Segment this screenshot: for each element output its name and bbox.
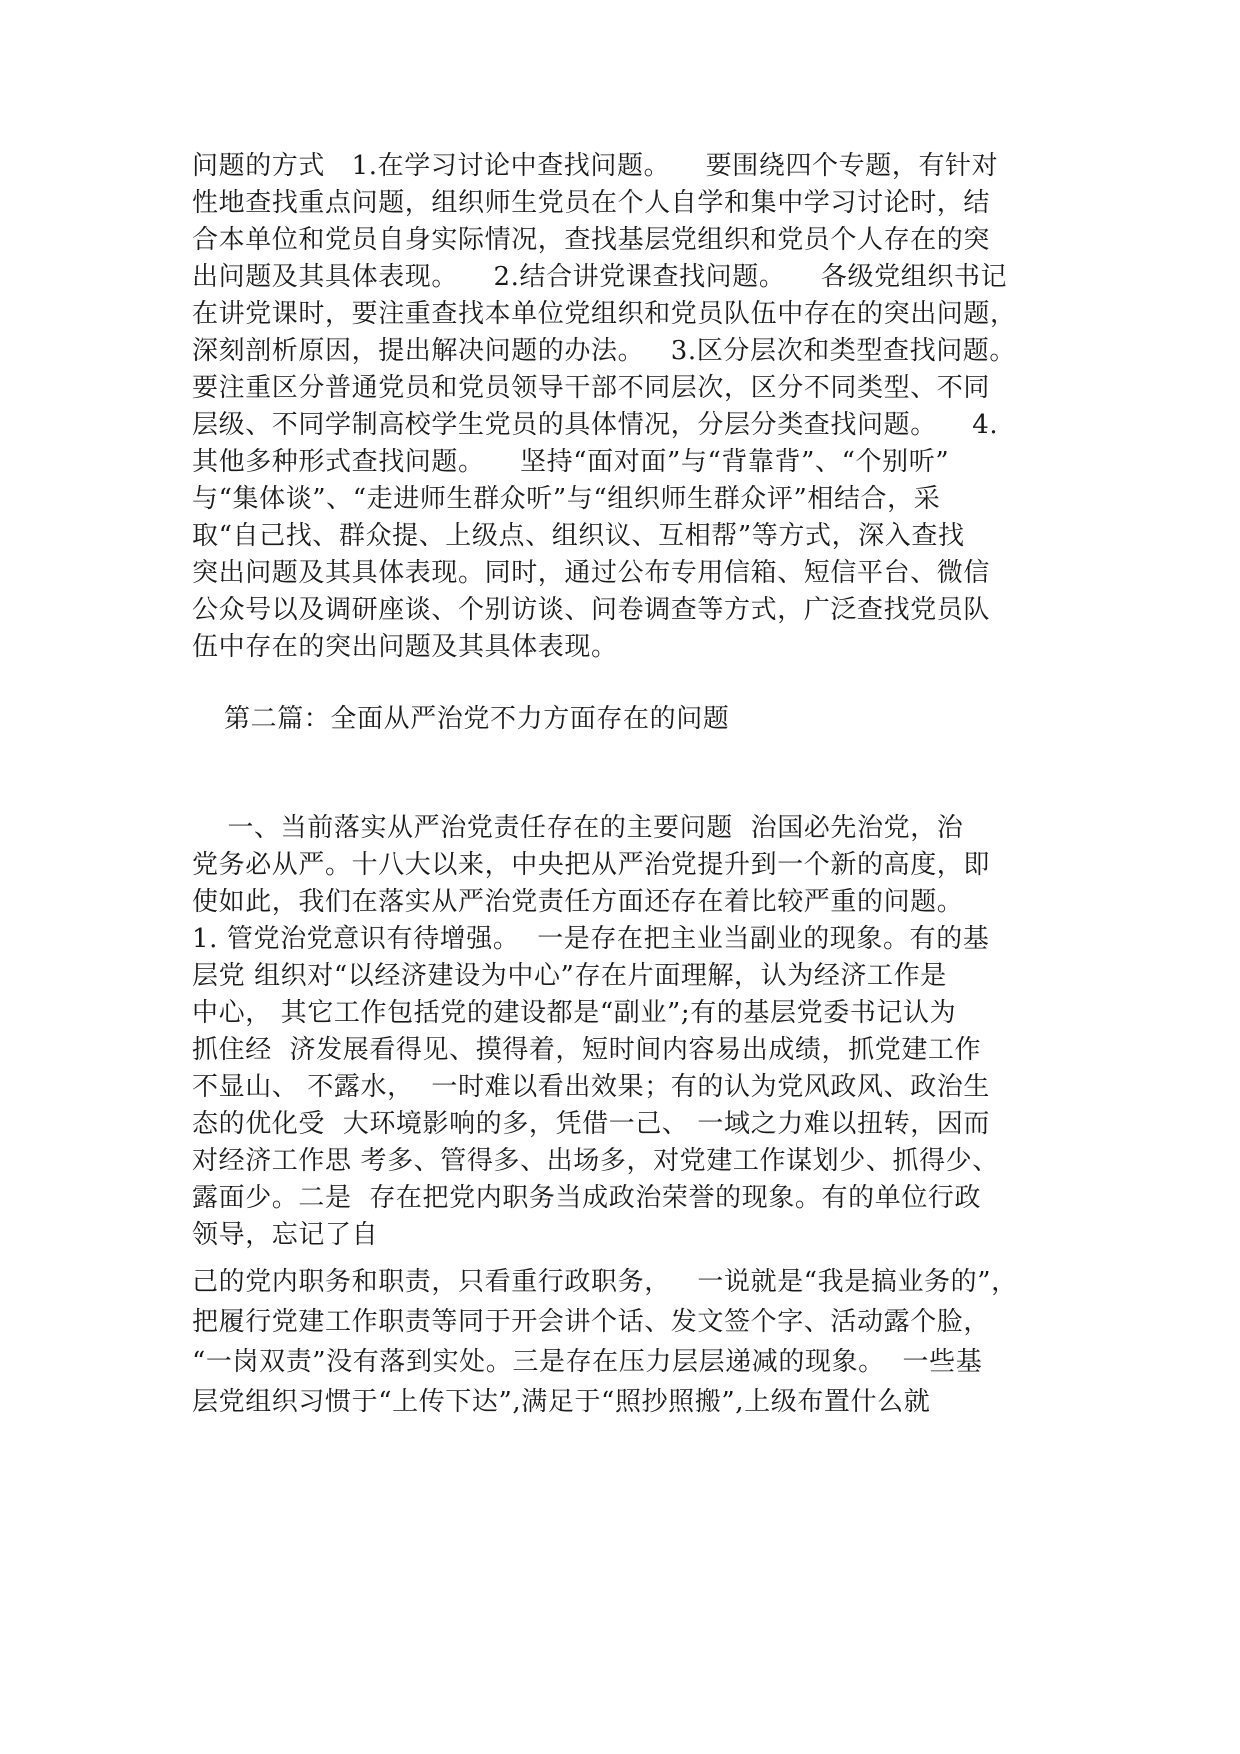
text-line: 使如此，我们在落实从严治党责任方面还存在着比较严重的问题。 — [192, 887, 964, 917]
text-line: 其他多种形式查找问题。 坚持“面对面”与“背靠背”、“个别听” — [192, 447, 950, 477]
text-line: 深刻剖析原因，提出解决问题的办法。 3.区分层次和类型查找问题。 — [192, 336, 1017, 366]
text-line: 公众号以及调研座谈、个别访谈、问卷调查等方式，广泛查找党员队 — [192, 595, 991, 625]
text-line: “一岗双责”没有落到实处。三是存在压力层层递减的现象。 一些基 — [192, 1347, 983, 1377]
text-line: 态的优化受 大环境影响的多，凭借一己、 一域之力难以扭转，因而 — [192, 1109, 990, 1139]
text-line: 伍中存在的突出问题及其具体表现。 — [192, 632, 618, 662]
text-line: 要注重区分普通党员和党员领导干部不同层次，区分不同类型、不同 — [192, 373, 991, 403]
text-line: 层级、不同学制高校学生党员的具体情况，分层分类查找问题。 4. — [192, 410, 999, 440]
text-line: 层党组织习惯于“上传下达”,满足于“照抄照搬”,上级布置什么就 — [192, 1387, 931, 1417]
text-line: 露面少。二是 存在把党内职务当成政治荣誉的现象。有的单位行政 — [192, 1183, 982, 1213]
text-line: 不显山、 不露水， 一时难以看出效果；有的认为党风政风、政治生 — [192, 1072, 990, 1102]
text-line: 与“集体谈”、“走进师生群众听”与“组织师生群众评”相结合，采 — [192, 484, 941, 514]
text-line: 取“自己找、群众提、上级点、组织议、互相帮”等方式，深入查找 — [192, 521, 965, 551]
text-line: 把履行党建工作职责等同于开会讲个话、发文签个字、活动露个脸， — [192, 1307, 991, 1337]
text-line: 领导，忘记了自 — [192, 1220, 379, 1250]
text-line: 合本单位和党员自身实际情况，查找基层党组织和党员个人存在的突 — [192, 225, 991, 255]
section-title: 第二篇：全面从严治党不力方面存在的问题 — [224, 704, 730, 734]
text-line: 出问题及其具体表现。 2.结合讲党课查找问题。 各级党组织书记 — [192, 262, 1008, 292]
text-line: 党务必从严。十八大以来，中央把从严治党提升到一个新的高度，即 — [192, 850, 991, 880]
text-line: 己的党内职务和职责，只看重行政职务， 一说就是“我是搞业务的”， — [192, 1267, 1018, 1297]
text-line: 层党 组织对“以经济建设为中心”存在片面理解，认为经济工作是 — [192, 961, 947, 991]
text-line: 对经济工作思 考多、管得多、出场多，对党建工作谋划少、抓得少、 — [192, 1146, 999, 1176]
text-line: 中心， 其它工作包括党的建设都是“副业”;有的基层党委书记认为 — [192, 998, 957, 1028]
text-line: 问题的方式 1.在学习讨论中查找问题。 要围绕四个专题，有针对 — [192, 151, 999, 181]
text-line: 在讲党课时，要注重查找本单位党组织和党员队伍中存在的突出问题， — [192, 299, 1017, 329]
text-line: 抓住经 济发展看得见、摸得着，短时间内容易出成绩，抓党建工作 — [192, 1035, 982, 1065]
text-line: 性地查找重点问题，组织师生党员在个人自学和集中学习讨论时，结 — [192, 188, 991, 218]
text-line: 1. 管党治党意识有待增强。 一是存在把主业当副业的现象。有的基 — [192, 924, 990, 954]
text-line: 突出问题及其具体表现。同时，通过公布专用信箱、短信平台、微信 — [192, 558, 991, 588]
text-line: 一、当前落实从严治党责任存在的主要问题 治国必先治党，治 — [192, 813, 964, 843]
